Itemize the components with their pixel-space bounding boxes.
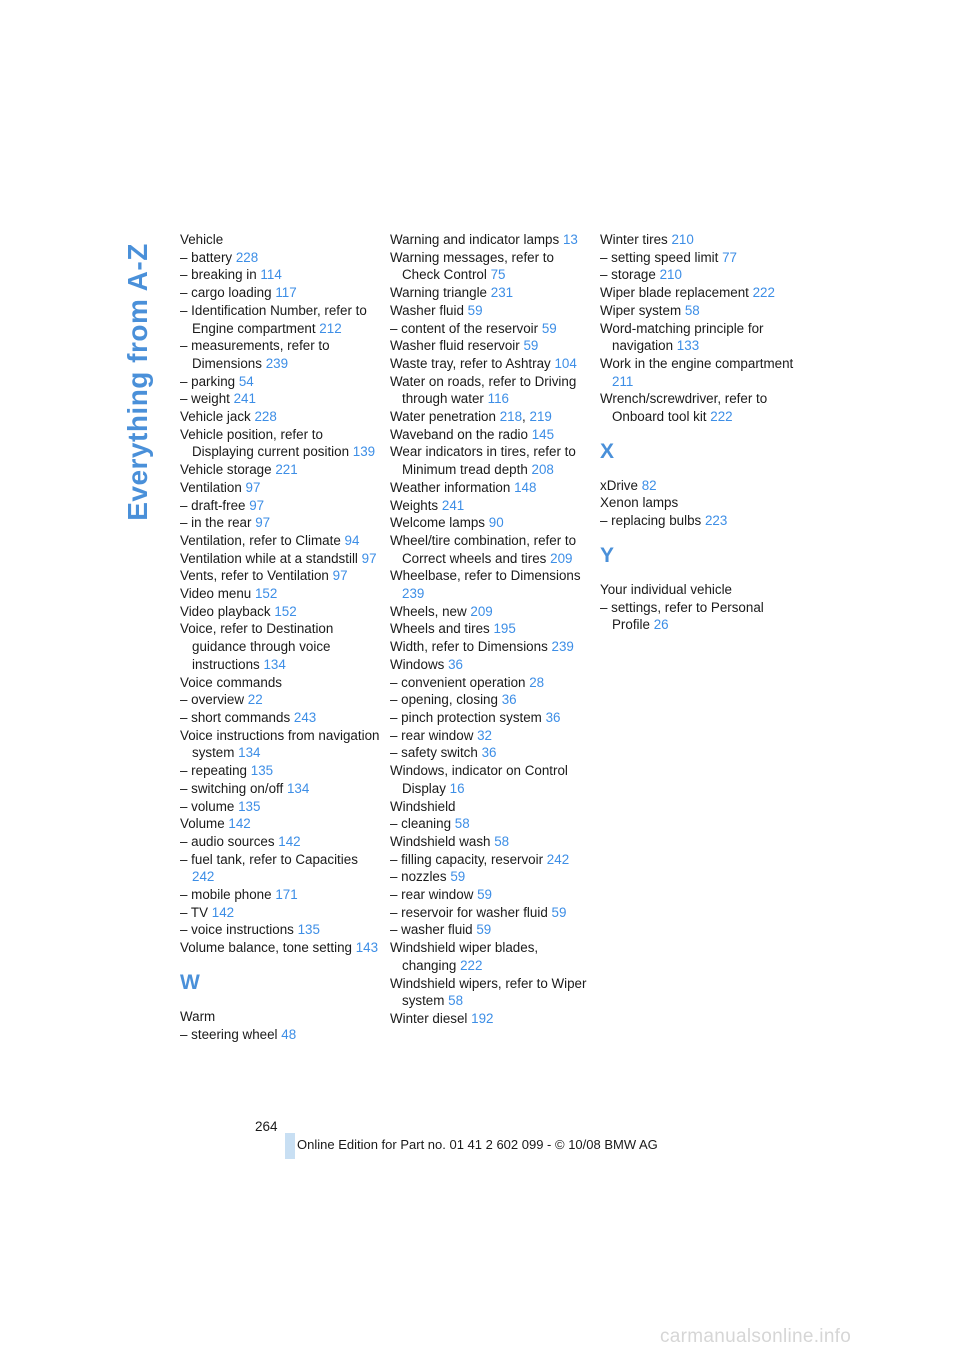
page-reference-link[interactable]: 22 <box>247 692 263 708</box>
index-entry-text: – battery <box>180 249 233 265</box>
index-entry <box>390 939 590 974</box>
index-entry <box>180 302 380 337</box>
index-entry <box>390 904 590 922</box>
page-reference-link[interactable]: 32 <box>477 727 492 743</box>
page-reference-link[interactable]: 97 <box>245 479 261 495</box>
index-entry-text: – Identification Number, refer to Engine compartment <box>180 302 367 336</box>
index-entry <box>390 691 590 709</box>
index-entry-text: Windshield wipers, refer to Wiper system <box>390 975 587 1009</box>
index-entry <box>390 373 590 408</box>
index-entry-text: Ventilation while at a standstill <box>180 550 358 566</box>
index-entry <box>180 532 380 550</box>
index-entry-text: Vehicle jack <box>180 409 251 425</box>
index-entry <box>390 744 590 762</box>
page-reference-link[interactable]: 58 <box>494 833 510 849</box>
index-entry <box>180 231 380 249</box>
page-reference-link[interactable]: 239 <box>402 586 425 602</box>
index-entry <box>180 390 380 408</box>
index-entry-text: – voice instructions <box>180 922 294 938</box>
index-entry-text: Windshield <box>390 798 456 814</box>
page-reference-link[interactable]: 59 <box>467 302 483 318</box>
index-entry-text: – switching on/off <box>180 780 284 796</box>
index-entry-text: Work in the engine compartment <box>600 355 794 371</box>
index-entry-text: – overview <box>180 692 245 708</box>
index-entry <box>600 581 800 599</box>
index-entry-text: Vehicle <box>180 232 224 247</box>
index-entry-text: Warning and indicator lamps <box>390 232 560 247</box>
index-entry-text: Waste tray, refer to Ashtray <box>390 355 551 371</box>
index-entry-text: – pinch protection system <box>390 709 542 725</box>
index-entry <box>390 603 590 621</box>
page-reference-link[interactable]: 116 <box>487 391 509 407</box>
index-entry-text: – reservoir for washer fluid <box>390 904 548 920</box>
index-entry <box>180 585 380 603</box>
index-entry <box>390 975 590 1010</box>
index-entry <box>390 532 590 567</box>
side-title-text: Everything from A-Z <box>122 243 153 521</box>
index-entry-text: Video menu <box>180 586 252 602</box>
index-entry-text: – parking <box>180 373 236 389</box>
page-reference-link[interactable]: 209 <box>470 603 493 619</box>
index-entry <box>390 656 590 674</box>
page-reference-link[interactable]: 36 <box>481 745 497 761</box>
page-reference-link[interactable]: 145 <box>531 426 555 442</box>
page-reference-link[interactable]: 97 <box>361 550 377 566</box>
index-entry <box>180 1008 380 1026</box>
page-reference-link[interactable]: 142 <box>211 904 235 920</box>
page-reference-link[interactable]: 210 <box>671 232 694 247</box>
index-entry-text: – cargo loading <box>180 285 272 301</box>
page-reference-link[interactable]: 222 <box>752 285 775 301</box>
index-entry <box>390 567 590 602</box>
index-entry-text: Windows <box>390 656 445 672</box>
index-entry <box>180 550 380 568</box>
index-entry-text: Weather information <box>390 479 511 495</box>
index-entry <box>180 337 380 372</box>
index-entry-text: – content of the reservoir <box>390 320 539 336</box>
index-entry-text: Video playback <box>180 603 271 619</box>
index-entry <box>180 798 380 816</box>
index-entry <box>390 674 590 692</box>
index-entry <box>390 408 590 426</box>
index-entry-text: – steering wheel <box>180 1026 278 1042</box>
page-separator: , <box>522 409 526 425</box>
index-entry <box>180 904 380 922</box>
page-reference-link[interactable]: 58 <box>684 302 700 318</box>
index-entry-text: – washer fluid <box>390 922 473 938</box>
index-entry <box>180 780 380 798</box>
footer-edition-text: Online Edition for Part no. 01 41 2 602 099 - © 10/08 BMW AG <box>297 1137 658 1152</box>
page-reference-link[interactable]: 148 <box>514 479 537 495</box>
index-entry <box>390 886 590 904</box>
index-entry-text: Voice commands <box>180 674 282 690</box>
page-reference-link[interactable]: 48 <box>281 1026 297 1042</box>
page-reference-link[interactable]: 218 <box>499 409 523 425</box>
index-entry-text: Wrench/screwdriver, refer to Onboard tool kit <box>600 391 768 425</box>
index-entry <box>180 497 380 515</box>
page-reference-link[interactable]: 195 <box>493 621 516 637</box>
page-reference-link[interactable]: 171 <box>275 887 298 903</box>
page-reference-link[interactable]: 75 <box>490 267 506 283</box>
index-entry-text: Warning messages, refer to Check Control <box>390 249 554 283</box>
index-entry-text: Warm <box>180 1008 216 1024</box>
index-entry <box>180 727 380 762</box>
page-reference-link[interactable]: 16 <box>449 780 465 796</box>
index-entry-text: Waveband on the radio <box>390 426 528 442</box>
index-entry <box>390 762 590 797</box>
page-reference-link[interactable]: 59 <box>477 887 492 903</box>
page-reference-link[interactable]: 59 <box>551 904 567 920</box>
index-entry <box>180 691 380 709</box>
index-entry <box>390 249 590 284</box>
index-entry-text: Voice instructions from navigation system <box>180 727 380 761</box>
index-entry <box>390 514 590 532</box>
page-reference-link[interactable]: 228 <box>254 409 277 425</box>
page-reference-link[interactable]: 133 <box>676 338 700 354</box>
index-entry-text: – settings, refer to Personal Profile <box>600 599 764 633</box>
page-reference-link[interactable]: 223 <box>704 513 728 529</box>
index-entry-text: – rear window <box>390 887 474 903</box>
index-letter-heading: W <box>180 970 200 994</box>
page-reference-link[interactable]: 59 <box>523 338 539 354</box>
index-entry <box>600 355 800 390</box>
index-column-3 <box>600 231 800 634</box>
index-entry-text: Wheel/tire combination, refer to Correct wheels and tires <box>390 532 577 566</box>
index-entry-text: Weights <box>390 497 439 513</box>
index-entry-text: Word-matching principle for navigation <box>600 320 764 354</box>
index-entry <box>390 426 590 444</box>
index-entry-text: Voice, refer to Destination guidance through voice instructions <box>180 621 334 672</box>
index-entry-text: Winter tires <box>600 232 668 247</box>
index-entry-text: – short commands <box>180 709 291 725</box>
page-reference-link[interactable]: 36 <box>501 692 517 708</box>
page-reference-link[interactable]: 192 <box>471 1010 494 1026</box>
index-entry-text: Xenon lamps <box>600 495 679 511</box>
index-entry-text: Water penetration <box>390 409 496 425</box>
page-reference-link[interactable]: 26 <box>653 617 669 633</box>
page-reference-link[interactable]: 58 <box>448 993 464 1009</box>
index-entry-text: Windshield wiper blades, changing <box>390 940 539 973</box>
watermark-text: carmanualsonline.info <box>660 1326 852 1347</box>
page-number: 264 <box>255 1119 278 1134</box>
page-reference-link[interactable]: 114 <box>260 267 282 283</box>
index-entry-text: – weight <box>180 391 230 407</box>
index-entry <box>390 479 590 497</box>
index-entry-text: Wiper blade replacement <box>600 285 749 301</box>
index-entry <box>180 1026 380 1044</box>
index-entry <box>600 231 800 249</box>
index-entry-text: – repeating <box>180 763 248 779</box>
page-reference-link[interactable]: 242 <box>192 869 215 885</box>
page-reference-link[interactable]: 97 <box>249 497 265 513</box>
page-reference-link[interactable]: 239 <box>265 355 289 371</box>
page-reference-link[interactable]: 135 <box>297 922 320 938</box>
index-entry <box>390 921 590 939</box>
index-entry <box>600 477 800 495</box>
index-entry <box>600 494 800 512</box>
page-reference-link[interactable]: 36 <box>448 656 463 672</box>
index-entry-text: – rear window <box>390 727 474 743</box>
index-entry-text: Water on roads, refer to Driving through water <box>390 373 577 407</box>
index-entry-text: Vehicle position, refer to Displaying current position <box>180 426 350 460</box>
page-reference-link[interactable]: 152 <box>254 586 278 602</box>
index-entry-text: Volume <box>180 816 225 832</box>
index-entry <box>600 320 800 355</box>
section-side-title <box>122 232 154 532</box>
page-reference-link[interactable]: 231 <box>490 285 514 301</box>
index-entry-text: Windshield wash <box>390 833 491 849</box>
index-entry <box>390 284 590 302</box>
page-reference-link[interactable]: 13 <box>562 232 578 247</box>
index-letter-heading: Y <box>600 543 615 567</box>
index-entry <box>600 284 800 302</box>
index-entry-text: Wheels, new <box>390 603 467 619</box>
page-reference-link[interactable]: 134 <box>286 780 310 796</box>
page-reference-link[interactable]: 117 <box>275 285 297 301</box>
index-entry <box>390 302 590 320</box>
index-entry-text: – storage <box>600 267 656 283</box>
index-entry <box>390 798 590 816</box>
index-entry <box>180 939 380 957</box>
page-reference-link[interactable]: 222 <box>710 409 733 425</box>
index-entry-text: Washer fluid reservoir <box>390 338 520 354</box>
page-reference-link[interactable]: 97 <box>255 515 271 531</box>
index-entry <box>180 461 380 479</box>
page-reference-link[interactable]: 54 <box>238 373 254 389</box>
index-entry <box>600 249 800 267</box>
index-entry <box>180 833 380 851</box>
index-entry-text: Vehicle storage <box>180 462 272 478</box>
index-column-1 <box>180 231 380 1043</box>
index-entry-text: Washer fluid <box>390 302 464 318</box>
index-entry <box>180 620 380 673</box>
index-entry-text: Vents, refer to Ventilation <box>180 568 329 584</box>
page-reference-link[interactable]: 228 <box>235 249 259 265</box>
index-entry-text: – nozzles <box>390 869 447 885</box>
index-entry <box>390 231 590 249</box>
index-entry <box>180 603 380 621</box>
index-entry <box>180 373 380 391</box>
page-reference-link[interactable]: 77 <box>722 249 737 265</box>
index-entry <box>390 638 590 656</box>
index-entry <box>390 1010 590 1028</box>
index-entry <box>600 390 800 425</box>
index-entry <box>180 674 380 692</box>
index-entry-text: Volume balance, tone setting <box>180 940 352 956</box>
index-entry-text: – replacing bulbs <box>600 513 702 529</box>
index-entry-text: – filling capacity, reservoir <box>390 851 544 867</box>
page-reference-link[interactable]: 242 <box>546 851 570 867</box>
index-entry <box>180 514 380 532</box>
index-entry-text: – draft-free <box>180 497 246 513</box>
page-reference-link[interactable]: 90 <box>488 515 504 531</box>
page-reference-link[interactable]: 221 <box>275 462 298 478</box>
index-entry-text: – volume <box>180 798 235 814</box>
index-entry <box>180 284 380 302</box>
page-reference-link[interactable]: 243 <box>293 709 317 725</box>
page-reference-link[interactable]: 209 <box>550 550 573 566</box>
index-entry-text: xDrive <box>600 477 638 493</box>
index-entry-text: – measurements, refer to Dimensions <box>180 338 330 371</box>
index-letter-heading: X <box>600 439 615 463</box>
index-entry <box>600 512 800 530</box>
index-entry <box>390 709 590 727</box>
page-reference-link[interactable]: 142 <box>278 833 301 849</box>
page-reference-link[interactable]: 210 <box>659 267 682 283</box>
index-entry <box>390 497 590 515</box>
page-reference-link[interactable]: 152 <box>274 603 297 619</box>
index-entry-text: – safety switch <box>390 745 478 761</box>
index-entry-text: – fuel tank, refer to Capacities <box>180 851 358 867</box>
page-reference-link[interactable]: 58 <box>454 816 470 832</box>
page-reference-link[interactable]: 82 <box>641 477 657 493</box>
index-entry <box>180 567 380 585</box>
index-entry-text: Ventilation <box>180 479 242 495</box>
index-entry-text: Wiper system <box>600 302 682 318</box>
index-entry-text: – cleaning <box>390 816 452 832</box>
index-entry-text: – mobile phone <box>180 887 272 903</box>
index-entry-text: – opening, closing <box>390 692 498 708</box>
index-entry <box>390 868 590 886</box>
page-reference-link[interactable]: 208 <box>531 462 554 478</box>
index-entry <box>390 620 590 638</box>
page-reference-link[interactable]: 135 <box>238 798 261 814</box>
index-entry-text: Ventilation, refer to Climate <box>180 532 341 548</box>
page-reference-link[interactable]: 28 <box>529 674 545 690</box>
index-entry-text: – breaking in <box>180 267 257 283</box>
index-entry <box>180 762 380 780</box>
index-entry-text: Warning triangle <box>390 285 488 301</box>
page-reference-link[interactable]: 94 <box>344 532 360 548</box>
index-entry <box>180 921 380 939</box>
index-entry-text: Wheelbase, refer to Dimensions <box>390 568 581 584</box>
index-entry <box>180 249 380 267</box>
index-entry <box>180 408 380 426</box>
index-entry <box>600 266 800 284</box>
index-entry <box>390 320 590 338</box>
index-entry <box>390 833 590 851</box>
page-reference-link[interactable]: 143 <box>355 940 379 956</box>
page-reference-link[interactable]: 219 <box>529 409 552 425</box>
index-entry-text: Welcome lamps <box>390 515 486 531</box>
page-reference-link[interactable]: 222 <box>460 957 483 973</box>
index-entry <box>390 337 590 355</box>
index-entry <box>180 709 380 727</box>
index-entry <box>600 599 800 634</box>
page-reference-link[interactable]: 59 <box>541 320 557 336</box>
page-reference-link[interactable]: 241 <box>441 497 465 513</box>
index-column-2 <box>390 231 590 1028</box>
index-entry <box>390 443 590 478</box>
page-reference-link[interactable]: 97 <box>332 568 348 584</box>
index-entry <box>180 479 380 497</box>
index-entry-text: Winter diesel <box>390 1010 468 1026</box>
index-entry <box>180 815 380 833</box>
page-reference-link[interactable]: 239 <box>551 639 574 655</box>
page-reference-link[interactable]: 104 <box>554 355 577 371</box>
index-entry <box>180 266 380 284</box>
page-reference-link[interactable]: 134 <box>238 745 261 761</box>
index-entry-text: Windows, indicator on Control Display <box>390 763 568 796</box>
index-entry-text: Wear indicators in tires, refer to Minimum tread depth <box>390 444 576 478</box>
index-entry <box>390 815 590 833</box>
page-reference-link[interactable]: 59 <box>476 922 492 938</box>
page-reference-link[interactable]: 241 <box>233 391 256 407</box>
index-entry <box>180 426 380 461</box>
page-reference-link[interactable]: 36 <box>545 709 561 725</box>
index-entry-text: – audio sources <box>180 833 275 849</box>
page-reference-link[interactable]: 134 <box>263 656 286 672</box>
index-entry <box>180 886 380 904</box>
index-entry-text: – in the rear <box>180 515 252 531</box>
index-entry-text: Width, refer to Dimensions <box>390 639 548 655</box>
index-entry <box>600 302 800 320</box>
index-entry <box>390 851 590 869</box>
index-entry-text: – convenient operation <box>390 674 526 690</box>
page-reference-link[interactable]: 142 <box>228 816 251 832</box>
index-entry-text: – setting speed limit <box>600 249 719 265</box>
page-reference-link[interactable]: 211 <box>612 373 634 389</box>
index-entry <box>390 355 590 373</box>
page-reference-link[interactable]: 139 <box>352 444 376 460</box>
page-reference-link[interactable]: 135 <box>250 763 274 779</box>
index-entry <box>390 727 590 745</box>
index-entry-text: Your individual vehicle <box>600 581 733 597</box>
index-entry-text: Wheels and tires <box>390 621 490 637</box>
page-reference-link[interactable]: 212 <box>319 320 342 336</box>
index-entry <box>180 851 380 886</box>
index-entry-text: – TV <box>180 904 209 920</box>
page-reference-link[interactable]: 59 <box>450 869 466 885</box>
footer-accent-bar <box>285 1133 295 1159</box>
